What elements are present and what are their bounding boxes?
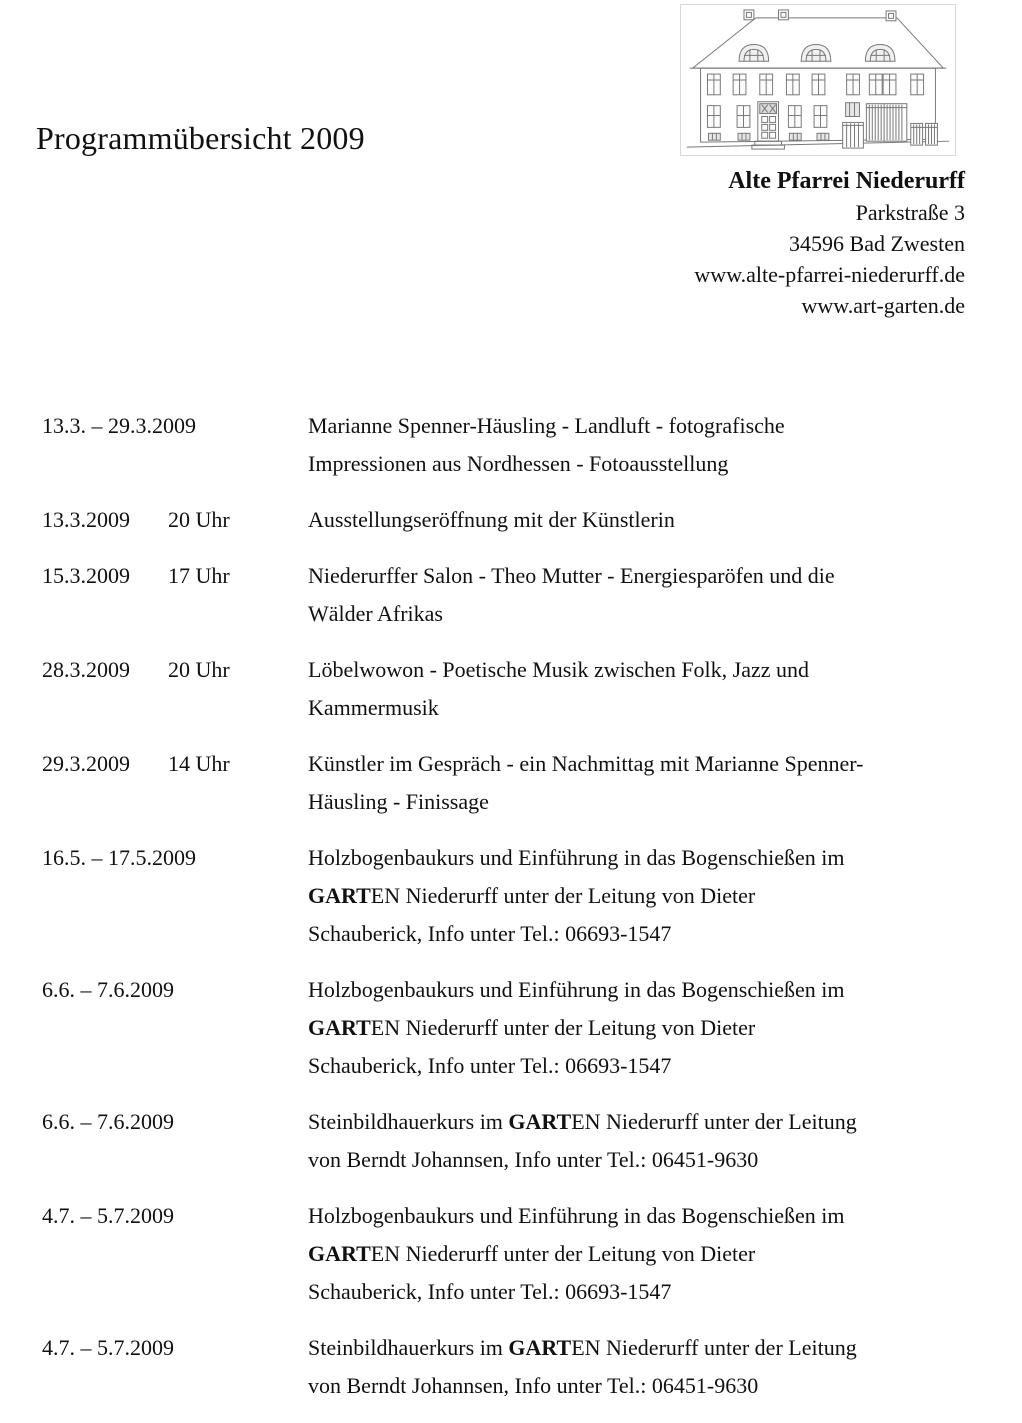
description-line — [308, 1009, 992, 1047]
description-line — [308, 1367, 992, 1405]
event-row — [42, 651, 992, 727]
text-segment: GART — [308, 1015, 371, 1040]
event-time: 14 Uhr — [168, 751, 230, 776]
website-url: www.art-garten.de — [801, 293, 965, 318]
event-date-cell — [42, 1197, 308, 1311]
website-url: www.alte-pfarrei-niederurff.de — [694, 262, 965, 287]
text-segment: EN Niederurff unter der Leitung von Dieter — [370, 1241, 756, 1266]
description-line — [308, 1197, 992, 1235]
event-date-cell — [42, 745, 308, 821]
event-date: 15.3.2009 — [42, 563, 130, 588]
event-row — [42, 557, 992, 633]
description-line — [308, 689, 992, 727]
text-segment: Steinbildhauerkurs im — [308, 1335, 509, 1360]
text-segment: Holzbogenbaukurs und Einführung in das Bogenschießen im — [308, 1203, 845, 1228]
events-list — [42, 407, 992, 1423]
event-row — [42, 745, 992, 821]
event-date: 28.3.2009 — [42, 657, 130, 682]
event-date-cell — [42, 971, 308, 1085]
text-segment: GART — [508, 1109, 572, 1134]
event-description — [308, 745, 992, 821]
text-segment: Steinbildhauerkurs im — [308, 1109, 509, 1134]
text-segment: Kammermusik — [308, 695, 439, 720]
event-date-cell — [42, 839, 308, 953]
description-line — [308, 595, 992, 633]
description-line — [308, 1273, 992, 1311]
description-line — [308, 1103, 992, 1141]
event-description — [308, 839, 992, 953]
event-date: 13.3. – 29.3.2009 — [42, 413, 196, 438]
text-segment: Häusling - Finissage — [308, 789, 489, 814]
event-date-cell — [42, 1103, 308, 1179]
description-line — [308, 877, 992, 915]
text-segment: Wälder Afrikas — [308, 601, 443, 626]
event-time: 20 Uhr — [168, 657, 230, 682]
text-segment: Schauberick, Info unter Tel.: 06693-1547 — [308, 1053, 672, 1078]
description-line — [308, 971, 992, 1009]
text-segment: EN Niederurff unter der Leitung — [571, 1109, 857, 1134]
event-row — [42, 501, 992, 539]
event-date-cell — [42, 501, 308, 539]
event-date: 6.6. – 7.6.2009 — [42, 1109, 174, 1134]
text-segment: GART — [308, 883, 371, 908]
text-segment: Niederurffer Salon - Theo Mutter - Energiesparöfen und die — [308, 563, 835, 588]
event-row — [42, 1197, 992, 1311]
text-segment: Künstler im Gespräch - ein Nachmittag mit Marianne Spenner- — [308, 751, 864, 776]
header-right-block — [680, 4, 965, 321]
event-description — [308, 1103, 992, 1179]
address-line: Parkstraße 3 — [855, 200, 965, 225]
event-row — [42, 839, 992, 953]
event-date: 13.3.2009 — [42, 507, 130, 532]
text-segment: Holzbogenbaukurs und Einführung in das Bogenschießen im — [308, 977, 845, 1002]
event-date: 4.7. – 5.7.2009 — [42, 1203, 174, 1228]
description-line — [308, 1235, 992, 1273]
description-line — [308, 651, 992, 689]
description-line — [308, 839, 992, 877]
text-segment: Schauberick, Info unter Tel.: 06693-1547 — [308, 921, 672, 946]
text-segment: Löbelwowon - Poetische Musik zwischen Folk, Jazz und — [308, 657, 810, 682]
description-line — [308, 1047, 992, 1085]
event-row — [42, 1103, 992, 1179]
event-description — [308, 651, 992, 727]
text-segment: Schauberick, Info unter Tel.: 06693-1547 — [308, 1279, 672, 1304]
description-line — [308, 407, 992, 445]
text-segment: Holzbogenbaukurs und Einführung in das Bogenschießen im — [308, 845, 845, 870]
description-line — [308, 1141, 992, 1179]
description-line — [308, 1329, 992, 1367]
text-segment: EN Niederurff unter der Leitung — [571, 1335, 857, 1360]
event-date-cell — [42, 651, 308, 727]
event-description — [308, 407, 992, 483]
text-segment: GART — [308, 1241, 371, 1266]
text-segment: Ausstellungseröffnung mit der Künstlerin — [308, 507, 675, 532]
building-line-drawing-icon — [680, 4, 956, 156]
text-segment: von Berndt Johannsen, Info unter Tel.: 06451-9630 — [308, 1147, 759, 1172]
event-row — [42, 1329, 992, 1405]
text-segment: Marianne Spenner-Häusling - Landluft - fotografische — [308, 413, 785, 438]
text-segment: GART — [508, 1335, 572, 1360]
event-date: 4.7. – 5.7.2009 — [42, 1335, 174, 1360]
description-line — [308, 557, 992, 595]
event-date-cell — [42, 407, 308, 483]
text-segment: Impressionen aus Nordhessen - Fotoausstellung — [308, 451, 729, 476]
text-segment: von Berndt Johannsen, Info unter Tel.: 06451-9630 — [308, 1373, 759, 1398]
org-name: Alte Pfarrei Niederurff — [728, 168, 965, 194]
description-line — [308, 745, 992, 783]
event-time: 17 Uhr — [168, 563, 230, 588]
page-title: Programmübersicht 2009 — [36, 120, 365, 156]
address-block — [680, 197, 965, 321]
event-date: 29.3.2009 — [42, 751, 130, 776]
event-description — [308, 1197, 992, 1311]
event-date-cell — [42, 557, 308, 633]
event-description — [308, 971, 992, 1085]
text-segment: EN Niederurff unter der Leitung von Dieter — [370, 883, 756, 908]
event-description — [308, 501, 992, 539]
text-segment: EN Niederurff unter der Leitung von Dieter — [370, 1015, 756, 1040]
description-line — [308, 445, 992, 483]
description-line — [308, 783, 992, 821]
description-line — [308, 501, 992, 539]
event-time: 20 Uhr — [168, 507, 230, 532]
event-date: 6.6. – 7.6.2009 — [42, 977, 174, 1002]
address-line: 34596 Bad Zwesten — [789, 231, 965, 256]
event-description — [308, 557, 992, 633]
description-line — [308, 915, 992, 953]
event-description — [308, 1329, 992, 1405]
event-date: 16.5. – 17.5.2009 — [42, 845, 196, 870]
event-row — [42, 971, 992, 1085]
event-row — [42, 407, 992, 483]
event-date-cell — [42, 1329, 308, 1405]
